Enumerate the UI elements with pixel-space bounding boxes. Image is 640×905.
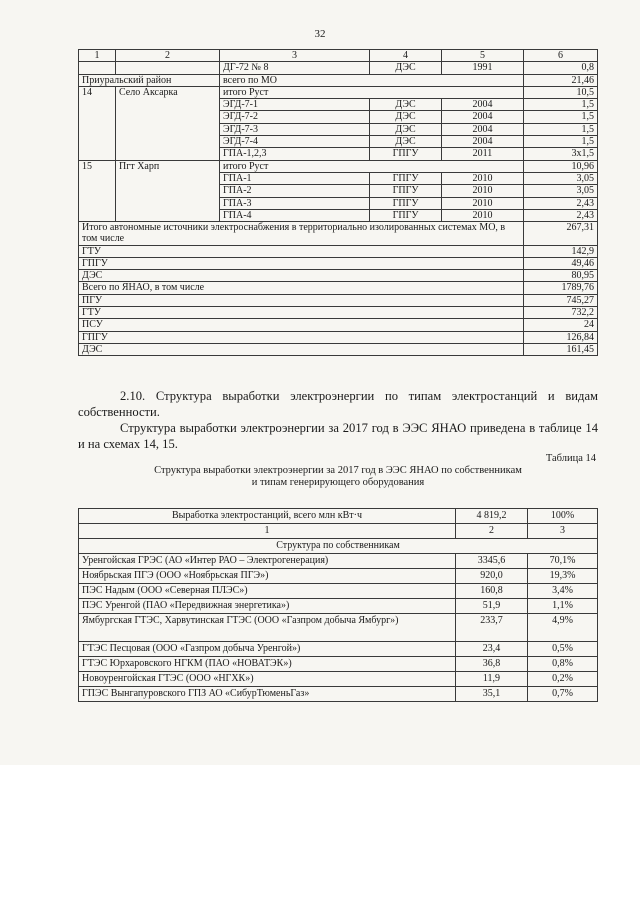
settlement-total-label: итого Руст [220, 86, 524, 98]
summary-row [79, 282, 598, 294]
owner-name: ГТЭС Юрхаровского НГКМ (ПАО «НОВАТЭК») [79, 657, 456, 672]
unit-type: ГПГУ [370, 172, 442, 184]
owner-share: 4,9% [528, 614, 598, 642]
summary-row [79, 343, 598, 355]
settlement-name: Село Аксарка [116, 86, 220, 160]
summary-label: ДЭС [79, 343, 524, 355]
owner-value: 51,9 [456, 599, 528, 614]
unit-year: 2010 [442, 172, 524, 184]
table-row [79, 86, 598, 98]
unit-type: ДЭС [370, 111, 442, 123]
power-sources-table [78, 49, 598, 356]
unit-year: 1991 [442, 62, 524, 74]
table-title [78, 465, 598, 489]
table-row [79, 554, 598, 569]
unit-type: ГПГУ [370, 185, 442, 197]
summary-row [79, 294, 598, 306]
unit-name: ЭГД-7-3 [220, 123, 370, 135]
unit-year: 2004 [442, 136, 524, 148]
table-row [79, 672, 598, 687]
summary-label: ГТУ [79, 307, 524, 319]
header-cell: 2 [456, 524, 528, 539]
section-heading [78, 389, 598, 420]
header-cell: 1 [79, 50, 116, 62]
summary-label: ДЭС [79, 270, 524, 282]
unit-type: ГПГУ [370, 148, 442, 160]
table-row [79, 62, 598, 74]
table-header-row [79, 50, 598, 62]
blank-margin [0, 765, 640, 905]
summary-value: 732,2 [524, 307, 598, 319]
settlement-name: Пгт Харп [116, 160, 220, 221]
unit-year: 2010 [442, 185, 524, 197]
header-cell: 5 [442, 50, 524, 62]
owner-name: Уренгойская ГРЭС (АО «Интер РАО – Электрогенерация) [79, 554, 456, 569]
unit-type: ДЭС [370, 99, 442, 111]
owner-share: 1,1% [528, 599, 598, 614]
header-cell: 3 [220, 50, 370, 62]
section-heading-text: Структура выработки электроэнергии по типам электростанций и видам собственности. [78, 389, 598, 419]
settlement-total-label: итого Руст [220, 160, 524, 172]
summary-row [79, 331, 598, 343]
owner-name: ГПЭС Вынгапуровского ГПЗ АО «СибурТюменьГаз» [79, 687, 456, 702]
owner-name: Ямбургская ГТЭС, Харвутинская ГТЭС (ООО «Газпром добыча Ямбург») [79, 614, 456, 642]
generation-structure-table [78, 508, 598, 702]
owner-name: Ноябрьская ПГЭ (ООО «Ноябрьская ПГЭ») [79, 569, 456, 584]
unit-year: 2010 [442, 209, 524, 221]
owner-share: 3,4% [528, 584, 598, 599]
unit-value: 1,5 [524, 99, 598, 111]
summary-value: 24 [524, 319, 598, 331]
table-row [79, 569, 598, 584]
table-title-line: и типам генерирующего оборудования [251, 477, 425, 488]
settlement-total-value: 10,96 [524, 160, 598, 172]
owner-value: 35,1 [456, 687, 528, 702]
summary-row [79, 319, 598, 331]
header-cell: 3 [528, 524, 598, 539]
table-title-line: Структура выработки электроэнергии за 2017 год в ЭЭС ЯНАО по собственникам [154, 465, 522, 476]
unit-type: ГПГУ [370, 209, 442, 221]
unit-year: 2004 [442, 123, 524, 135]
section-heading-number: 2.10. [120, 389, 146, 403]
summary-label: ГТУ [79, 245, 524, 257]
unit-year: 2004 [442, 99, 524, 111]
subheader-label: Структура по собственникам [79, 539, 598, 554]
unit-value: 3,05 [524, 172, 598, 184]
unit-name: ЭГД-7-4 [220, 136, 370, 148]
unit-name: ЭГД-7-1 [220, 99, 370, 111]
summary-row [79, 245, 598, 257]
summary-label: Всего по ЯНАО, в том числе [79, 282, 524, 294]
summary-row [79, 307, 598, 319]
total-value: 4 819,2 [456, 509, 528, 524]
owner-value: 160,8 [456, 584, 528, 599]
summary-row [79, 257, 598, 269]
unit-name: ЭГД-7-2 [220, 111, 370, 123]
unit-type: ДЭС [370, 62, 442, 74]
unit-name: ГПА-4 [220, 209, 370, 221]
unit-name: ДГ-72 № 8 [220, 62, 370, 74]
district-name: всего по МО [220, 74, 524, 86]
summary-value: 267,31 [524, 222, 598, 245]
district-row [79, 74, 598, 86]
summary-value: 126,84 [524, 331, 598, 343]
summary-label: ПГУ [79, 294, 524, 306]
table-row [79, 657, 598, 672]
owner-share: 0,7% [528, 687, 598, 702]
district-value: 21,46 [524, 74, 598, 86]
subheader-row [79, 539, 598, 554]
owner-value: 3345,6 [456, 554, 528, 569]
summary-value: 80,95 [524, 270, 598, 282]
summary-value: 1789,76 [524, 282, 598, 294]
table-number: Таблица 14 [545, 453, 596, 464]
settlement-total-value: 10,5 [524, 86, 598, 98]
table-row [79, 642, 598, 657]
table-header-row [79, 524, 598, 539]
table-row [79, 599, 598, 614]
owner-share: 70,1% [528, 554, 598, 569]
unit-value: 1,5 [524, 111, 598, 123]
table-row [79, 687, 598, 702]
unit-name: ГПА-1,2,3 [220, 148, 370, 160]
unit-name: ГПА-1 [220, 172, 370, 184]
unit-type: ДЭС [370, 136, 442, 148]
row-number: 14 [79, 86, 116, 160]
total-row [79, 509, 598, 524]
summary-label: ГПГУ [79, 331, 524, 343]
summary-label: ПСУ [79, 319, 524, 331]
table-row [79, 160, 598, 172]
unit-value: 2,43 [524, 197, 598, 209]
header-cell: 2 [116, 50, 220, 62]
unit-name: ГПА-3 [220, 197, 370, 209]
owner-share: 0,8% [528, 657, 598, 672]
summary-row [79, 222, 598, 245]
row-number: 15 [79, 160, 116, 221]
header-cell: 4 [370, 50, 442, 62]
owner-value: 11,9 [456, 672, 528, 687]
unit-type: ДЭС [370, 123, 442, 135]
page-number: 32 [314, 28, 326, 40]
header-cell: 1 [79, 524, 456, 539]
total-label: Выработка электростанций, всего млн кВт·ч [79, 509, 456, 524]
owner-share: 0,5% [528, 642, 598, 657]
owner-name: ПЭС Уренгой (ПАО «Передвижная энергетика») [79, 599, 456, 614]
owner-value: 36,8 [456, 657, 528, 672]
district-label: Приуральский район [79, 74, 220, 86]
owner-share: 19,3% [528, 569, 598, 584]
table-row [79, 614, 598, 642]
summary-value: 49,46 [524, 257, 598, 269]
owner-name: ГТЭС Песцовая (ООО «Газпром добыча Уренгой») [79, 642, 456, 657]
owner-name: Новоуренгойская ГТЭС (ООО «НГХК») [79, 672, 456, 687]
owner-share: 0,2% [528, 672, 598, 687]
summary-row [79, 270, 598, 282]
summary-label: ГПГУ [79, 257, 524, 269]
owner-name: ПЭС Надым (ООО «Северная ПЛЭС») [79, 584, 456, 599]
unit-value: 0,8 [524, 62, 598, 74]
unit-value: 1,5 [524, 136, 598, 148]
unit-year: 2004 [442, 111, 524, 123]
summary-value: 142,9 [524, 245, 598, 257]
unit-type: ГПГУ [370, 197, 442, 209]
owner-value: 233,7 [456, 614, 528, 642]
unit-value: 3х1,5 [524, 148, 598, 160]
section-paragraph: Структура выработки электроэнергии за 2017 год в ЭЭС ЯНАО приведена в таблице 14 и на схемах 14, 15. [78, 421, 598, 451]
summary-value: 745,27 [524, 294, 598, 306]
header-cell: 6 [524, 50, 598, 62]
summary-label: Итого автономные источники электроснабжения в территориально изолированных системах МО, в том числе [79, 222, 524, 245]
unit-name: ГПА-2 [220, 185, 370, 197]
unit-value: 1,5 [524, 123, 598, 135]
owner-value: 920,0 [456, 569, 528, 584]
unit-value: 3,05 [524, 185, 598, 197]
unit-year: 2011 [442, 148, 524, 160]
summary-value: 161,45 [524, 343, 598, 355]
owner-value: 23,4 [456, 642, 528, 657]
total-share: 100% [528, 509, 598, 524]
unit-value: 2,43 [524, 209, 598, 221]
table-row [79, 584, 598, 599]
unit-year: 2010 [442, 197, 524, 209]
